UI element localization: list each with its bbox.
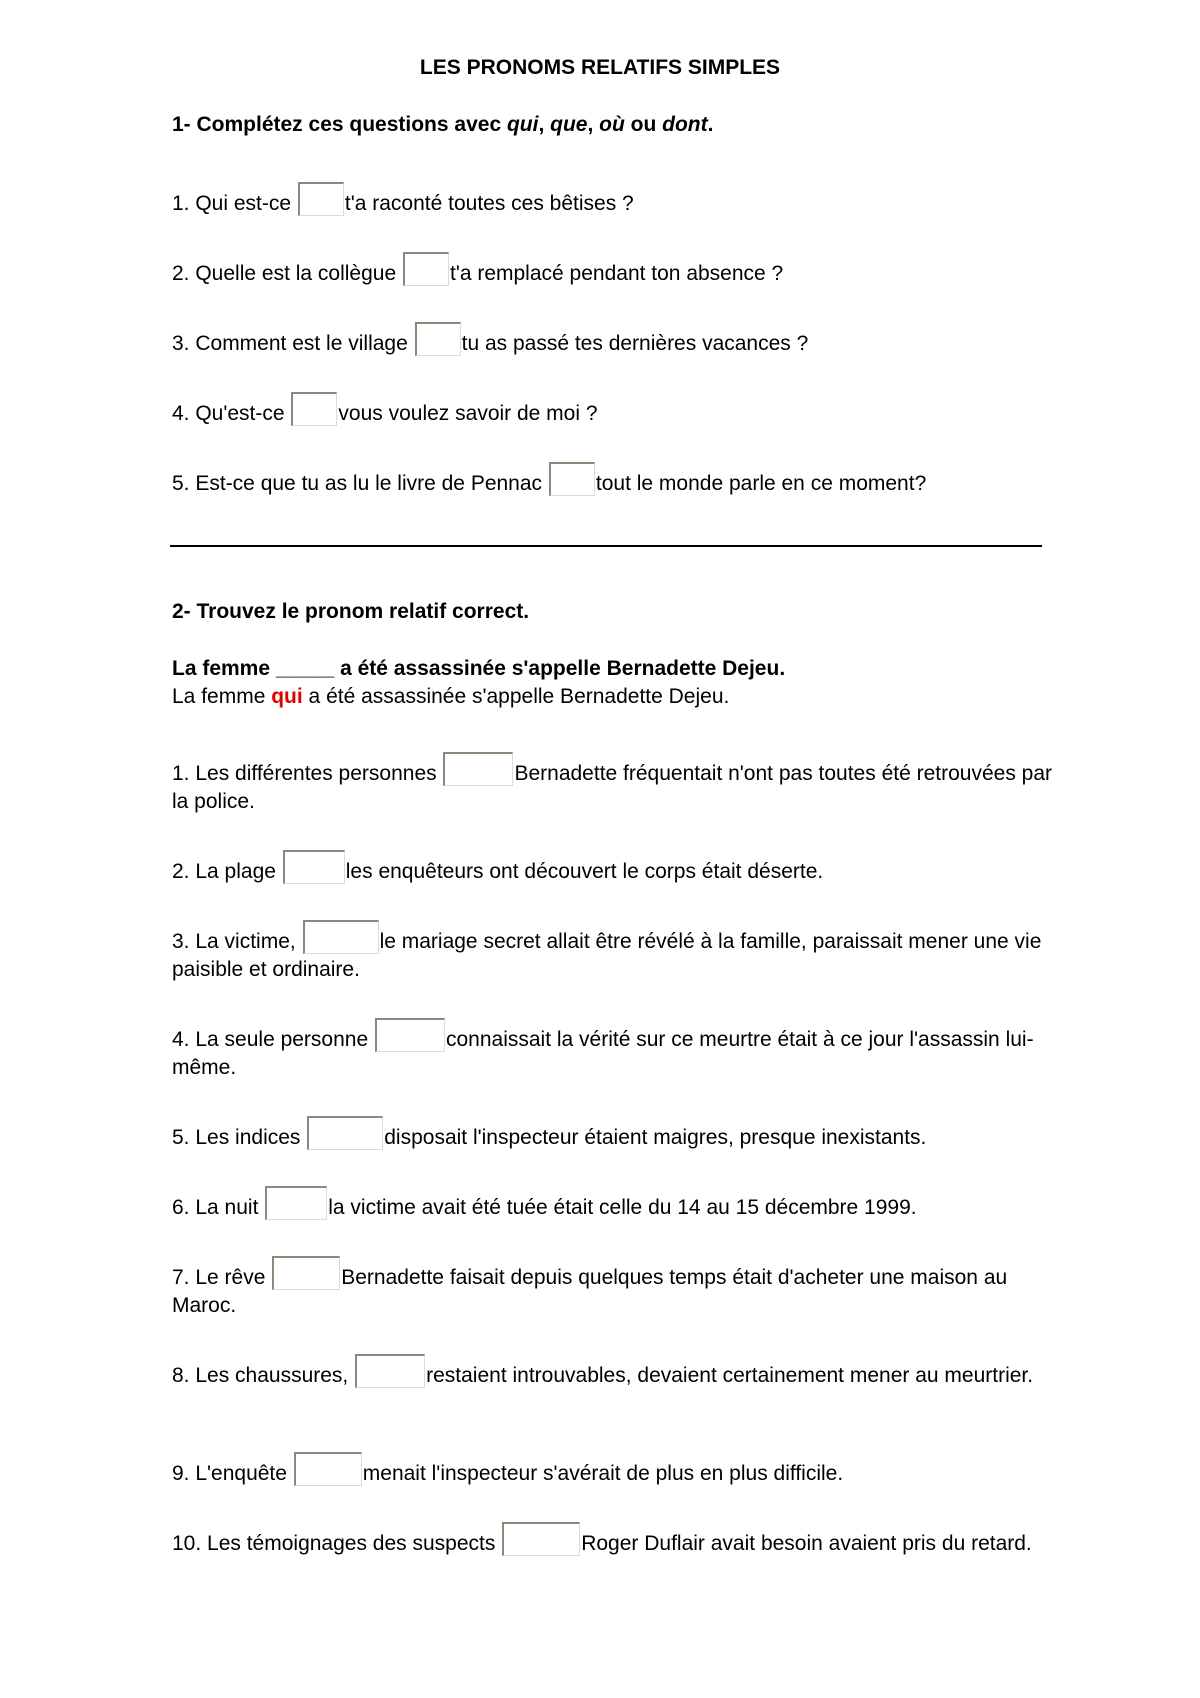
question-text-before: 4. Qu'est-ce — [172, 402, 291, 425]
example-question: La femme _____ a été assassinée s'appelle Bernadette Dejeu. — [172, 657, 786, 680]
answer-blank[interactable] — [265, 1186, 327, 1220]
question-text-after: Bernadette faisait depuis quelques temps était d'acheter une maison au Maroc. — [172, 1266, 1008, 1317]
section-divider — [170, 545, 1042, 547]
section1-heading-text: 1- Complétez ces questions avec — [172, 113, 507, 136]
question-text-after: t'a remplacé pendant ton absence ? — [449, 262, 784, 285]
answer-blank[interactable] — [307, 1116, 383, 1150]
s1-question-4 — [172, 392, 1052, 428]
question-text-after: vous voulez savoir de moi ? — [338, 402, 598, 425]
question-text-before: 10. Les témoignages des suspects — [172, 1532, 502, 1555]
s2-question-2 — [172, 850, 1052, 886]
question-text-before: 5. Est-ce que tu as lu le livre de Pennac — [172, 472, 548, 495]
option-ou: où — [599, 113, 625, 136]
question-text-after: menait l'inspecteur s'avérait de plus en plus difficile. — [362, 1462, 844, 1485]
answer-blank[interactable] — [403, 252, 449, 286]
s1-question-1 — [172, 182, 1052, 218]
answer-blank[interactable] — [443, 752, 513, 786]
question-text-after: connaissait la vérité sur ce meurtre était à ce jour l'assassin lui-même. — [172, 1028, 1034, 1079]
question-text-before: 3. La victime, — [172, 930, 302, 953]
option-que: que — [550, 113, 588, 136]
example-text-after: a été assassinée s'appelle Bernadette Dejeu. — [302, 685, 730, 708]
s1-question-3 — [172, 322, 1052, 358]
page-title: LES PRONOMS RELATIFS SIMPLES — [419, 56, 781, 79]
question-text-before: 4. La seule personne — [172, 1028, 374, 1051]
s2-question-6 — [172, 1186, 1052, 1222]
question-text-after: la victime avait été tuée était celle du 14 au 15 décembre 1999. — [328, 1196, 917, 1219]
s2-question-3 — [172, 920, 1052, 984]
option-qui: qui — [506, 113, 539, 136]
s2-question-10 — [172, 1522, 1052, 1558]
section1-heading — [172, 111, 713, 139]
answer-blank[interactable] — [355, 1354, 425, 1388]
question-text-before: 1. Qui est-ce — [172, 192, 297, 215]
question-text-before: 2. La plage — [172, 860, 282, 883]
separator: . — [707, 113, 714, 136]
question-text-after: le mariage secret allait être révélé à la famille, paraissait mener une vie paisible et ordinaire. — [172, 930, 1042, 981]
question-text-after: t'a raconté toutes ces bêtises ? — [344, 192, 634, 215]
example-answer-line — [172, 683, 1052, 711]
answer-blank[interactable] — [502, 1522, 580, 1556]
answer-blank[interactable] — [272, 1256, 340, 1290]
question-text-after: Roger Duflair avait besoin avaient pris du retard. — [581, 1532, 1032, 1555]
question-text-before: 5. Les indices — [172, 1126, 307, 1149]
question-text-after: les enquêteurs ont découvert le corps était déserte. — [345, 860, 824, 883]
separator: ou — [624, 113, 663, 136]
answer-blank[interactable] — [298, 182, 344, 216]
example-text-before: La femme — [172, 685, 272, 708]
question-text-after: disposait l'inspecteur étaient maigres, presque inexistants. — [384, 1126, 927, 1149]
s1-question-2 — [172, 252, 1052, 288]
option-dont: dont — [662, 113, 708, 136]
answer-blank[interactable] — [283, 850, 345, 884]
question-text-before: 3. Comment est le village — [172, 332, 414, 355]
question-text-after: Bernadette fréquentait n'ont pas toutes été retrouvées par la police. — [172, 762, 1052, 813]
question-text-before: 9. L'enquête — [172, 1462, 293, 1485]
answer-blank[interactable] — [549, 462, 595, 496]
answer-blank[interactable] — [303, 920, 379, 954]
answer-blank[interactable] — [294, 1452, 362, 1486]
answer-blank[interactable] — [291, 392, 337, 426]
question-text-after: restaient introuvables, devaient certainement mener au meurtrier. — [426, 1364, 1034, 1387]
question-text-before: 1. Les différentes personnes — [172, 762, 443, 785]
example-answer: qui — [271, 685, 303, 708]
answer-blank[interactable] — [415, 322, 461, 356]
s2-question-5 — [172, 1116, 1052, 1152]
question-text-before: 8. Les chaussures, — [172, 1364, 355, 1387]
question-text-after: tout le monde parle en ce moment? — [595, 472, 927, 495]
separator: , — [538, 113, 551, 136]
section2-heading: 2- Trouvez le pronom relatif correct. — [172, 600, 530, 623]
question-text-before: 6. La nuit — [172, 1196, 265, 1219]
s2-question-7 — [172, 1256, 1052, 1320]
s2-question-9 — [172, 1452, 1052, 1488]
answer-blank[interactable] — [375, 1018, 445, 1052]
separator: , — [587, 113, 600, 136]
s1-question-5 — [172, 462, 1052, 498]
s2-question-1 — [172, 752, 1052, 816]
question-text-before: 7. Le rêve — [172, 1266, 272, 1289]
question-text-after: tu as passé tes dernières vacances ? — [461, 332, 809, 355]
question-text-before: 2. Quelle est la collègue — [172, 262, 402, 285]
s2-question-4 — [172, 1018, 1052, 1082]
s2-question-8 — [172, 1354, 1052, 1390]
